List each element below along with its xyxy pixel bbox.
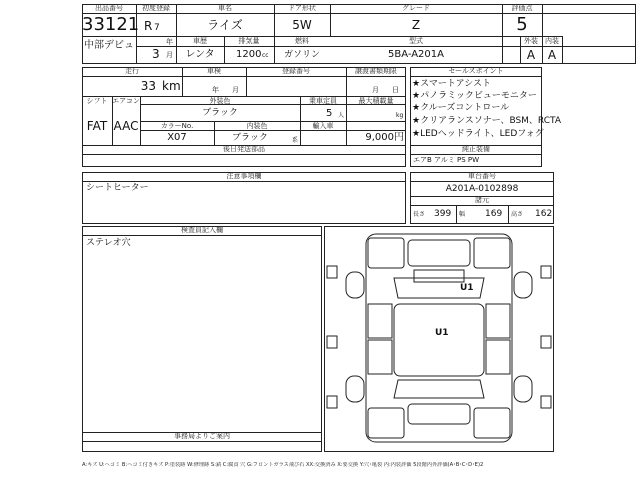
left-rear-door xyxy=(368,340,392,374)
color-number: X07 xyxy=(167,132,187,143)
interior-color-label: 内装色 xyxy=(246,122,268,130)
exterior-label: 外装 xyxy=(524,37,538,45)
front-left-wheel xyxy=(346,272,364,298)
rule xyxy=(82,76,406,77)
auction-score: 5 xyxy=(516,14,528,35)
left-side-mark xyxy=(327,396,337,408)
inspection-year-unit: 年 xyxy=(212,86,219,94)
later-shipping-parts-label: 後日発送部品 xyxy=(223,145,265,153)
damage-mark-middle: U1 xyxy=(435,328,449,338)
car-damage-diagram xyxy=(324,226,554,452)
mileage: 33 xyxy=(140,79,156,93)
lot-number-label: 出品番号 xyxy=(95,4,123,12)
legend-footer: A:キズ U:ヘコミ B:ヘコミ付きキズ P:塗装跡 W:修理跡 S:錆 C:腐食 穴 G:フロントガラス飛び石 XX:交換済み X:要交換 Y:穴･亀裂 内:内装評価 5段階内外評価(A･B･C･D･E)2 xyxy=(82,462,484,468)
height-value: 162 xyxy=(535,209,553,219)
exterior-color: ブラック xyxy=(202,108,238,118)
right-side-mark xyxy=(541,266,551,278)
lot-number: 33121 xyxy=(82,14,140,35)
standard-equipment: エアB アルミ PS PW xyxy=(413,156,480,164)
rule xyxy=(82,441,322,442)
score-label: 評価点 xyxy=(511,4,533,12)
rear-window xyxy=(394,380,484,398)
specifications-label: 諸元 xyxy=(475,196,489,204)
width-label: 幅 xyxy=(459,211,466,218)
era: R xyxy=(144,19,153,33)
max-load-label: 最大積載量 xyxy=(358,97,394,105)
inspection-month-unit: 月 xyxy=(232,86,239,94)
length-label: 長さ xyxy=(413,211,426,218)
rear-left-panel xyxy=(368,408,404,438)
rule xyxy=(82,13,636,14)
exterior-grade: A xyxy=(526,48,536,62)
rule xyxy=(136,46,502,47)
left-front-door xyxy=(368,304,392,338)
rule xyxy=(502,46,636,47)
rear-hatch xyxy=(408,404,470,424)
rule xyxy=(456,205,457,224)
shift-type: FAT xyxy=(86,119,108,133)
vehicle-type: レンタ xyxy=(185,49,215,60)
door-label: ドア形状 xyxy=(288,4,316,12)
rear-right-wheel xyxy=(514,376,532,402)
rule xyxy=(410,154,542,155)
fuel-label: 燃料 xyxy=(295,37,309,45)
office-info-label: 事務局よりご案内 xyxy=(174,432,230,440)
sales-points-label: セールスポイント xyxy=(448,67,504,75)
year-unit: 年 xyxy=(166,38,173,46)
grade: Z xyxy=(411,18,421,32)
registration-month: 3 xyxy=(152,47,160,61)
mileage-unit: km xyxy=(162,79,181,93)
length-value: 399 xyxy=(434,209,452,219)
interior-grade: A xyxy=(547,48,557,62)
front-hood xyxy=(408,240,470,266)
model-label: 型式 xyxy=(409,37,423,45)
right-side-mark xyxy=(541,396,551,408)
month-unit: 月 xyxy=(166,51,173,59)
sales-point-1: ★スマートアシスト xyxy=(412,79,491,89)
first-registration-label: 初度登録 xyxy=(142,4,170,12)
registration-year: 7 xyxy=(154,23,160,33)
interior-color-suffix: 系 xyxy=(292,137,299,144)
aircon-label: エアコン xyxy=(112,97,140,105)
rule xyxy=(82,36,136,37)
sales-point-3: ★クルーズコントロール xyxy=(412,103,510,113)
sales-point-4: ★クリアランスソナー、BSM、RCTA xyxy=(412,116,561,126)
rear-left-wheel xyxy=(346,376,364,402)
fuel-type: ガソリン xyxy=(283,50,320,60)
recycle-fee: 9,000円 xyxy=(365,132,404,143)
docs-day-unit: 日 xyxy=(392,86,399,94)
right-front-door xyxy=(486,304,510,338)
venue-name: 中部デビュ xyxy=(84,40,134,51)
inspector-notes-text: ステレオ穴 xyxy=(86,238,131,248)
door-type: 5W xyxy=(292,18,312,32)
capacity: 5 xyxy=(326,108,333,119)
registration-number-label: 登録番号 xyxy=(282,67,310,75)
left-side-mark xyxy=(327,336,337,348)
model-code: 5BA-A201A xyxy=(387,49,444,60)
rule xyxy=(410,181,554,182)
inspector-box xyxy=(82,226,322,452)
rule xyxy=(520,36,562,37)
import-label: 輸入車 xyxy=(312,122,334,130)
max-load-unit: kg xyxy=(396,112,404,119)
inspection-label: 車検 xyxy=(207,67,221,75)
width-value: 169 xyxy=(485,209,503,219)
car-name: ライズ xyxy=(207,18,243,32)
aircon-type: AAC xyxy=(113,119,139,133)
rule xyxy=(410,76,542,77)
inspector-notes-label: 検査員記入欄 xyxy=(181,226,223,234)
color-number-label: カラーNo. xyxy=(160,122,194,130)
notes-text: シートヒーター xyxy=(86,183,149,193)
rule xyxy=(508,205,509,224)
chassis-number-label: 車台番号 xyxy=(468,172,496,180)
interior-color: ブラック xyxy=(232,133,268,143)
front-grille xyxy=(414,270,464,282)
front-left-panel xyxy=(368,238,404,268)
vehicle-type-label: 車歴 xyxy=(193,37,207,45)
rule xyxy=(82,181,406,182)
rule xyxy=(562,36,563,64)
left-side-mark xyxy=(327,266,337,278)
right-rear-door xyxy=(486,340,510,374)
rule xyxy=(410,205,554,206)
docs-month-unit: 月 xyxy=(372,86,379,94)
chassis-number: A201A-0102898 xyxy=(445,184,519,194)
damage-mark-upper: U1 xyxy=(460,283,474,293)
front-right-panel xyxy=(474,238,510,268)
notes-label: 注意事項欄 xyxy=(226,172,262,180)
capacity-label: 乗車定員 xyxy=(309,97,337,105)
roof xyxy=(394,304,484,376)
front-right-wheel xyxy=(514,272,532,298)
rear-right-panel xyxy=(474,408,510,438)
transfer-docs-label: 譲渡書類期限 xyxy=(355,67,397,75)
sales-point-5: ★LEDヘッドライト、LEDフォグ xyxy=(412,129,544,139)
standard-equipment-label: 純正装備 xyxy=(462,145,490,153)
interior-label: 内装 xyxy=(545,37,559,45)
rule xyxy=(82,154,406,155)
car-name-label: 車名 xyxy=(218,4,232,12)
shift-label: シフト xyxy=(86,97,108,105)
height-label: 高さ xyxy=(511,211,524,218)
exterior-color-label: 外装色 xyxy=(209,97,231,105)
sales-point-2: ★パノラミックビューモニター xyxy=(412,91,537,101)
displacement-label: 排気量 xyxy=(238,37,260,45)
right-side-mark xyxy=(541,336,551,348)
displacement-unit: cc xyxy=(262,52,269,59)
rule xyxy=(82,235,322,236)
grade-label: グレード xyxy=(402,4,430,12)
displacement: 1200 xyxy=(236,49,262,60)
mileage-label: 走行 xyxy=(125,67,139,75)
capacity-unit: 人 xyxy=(338,112,345,119)
